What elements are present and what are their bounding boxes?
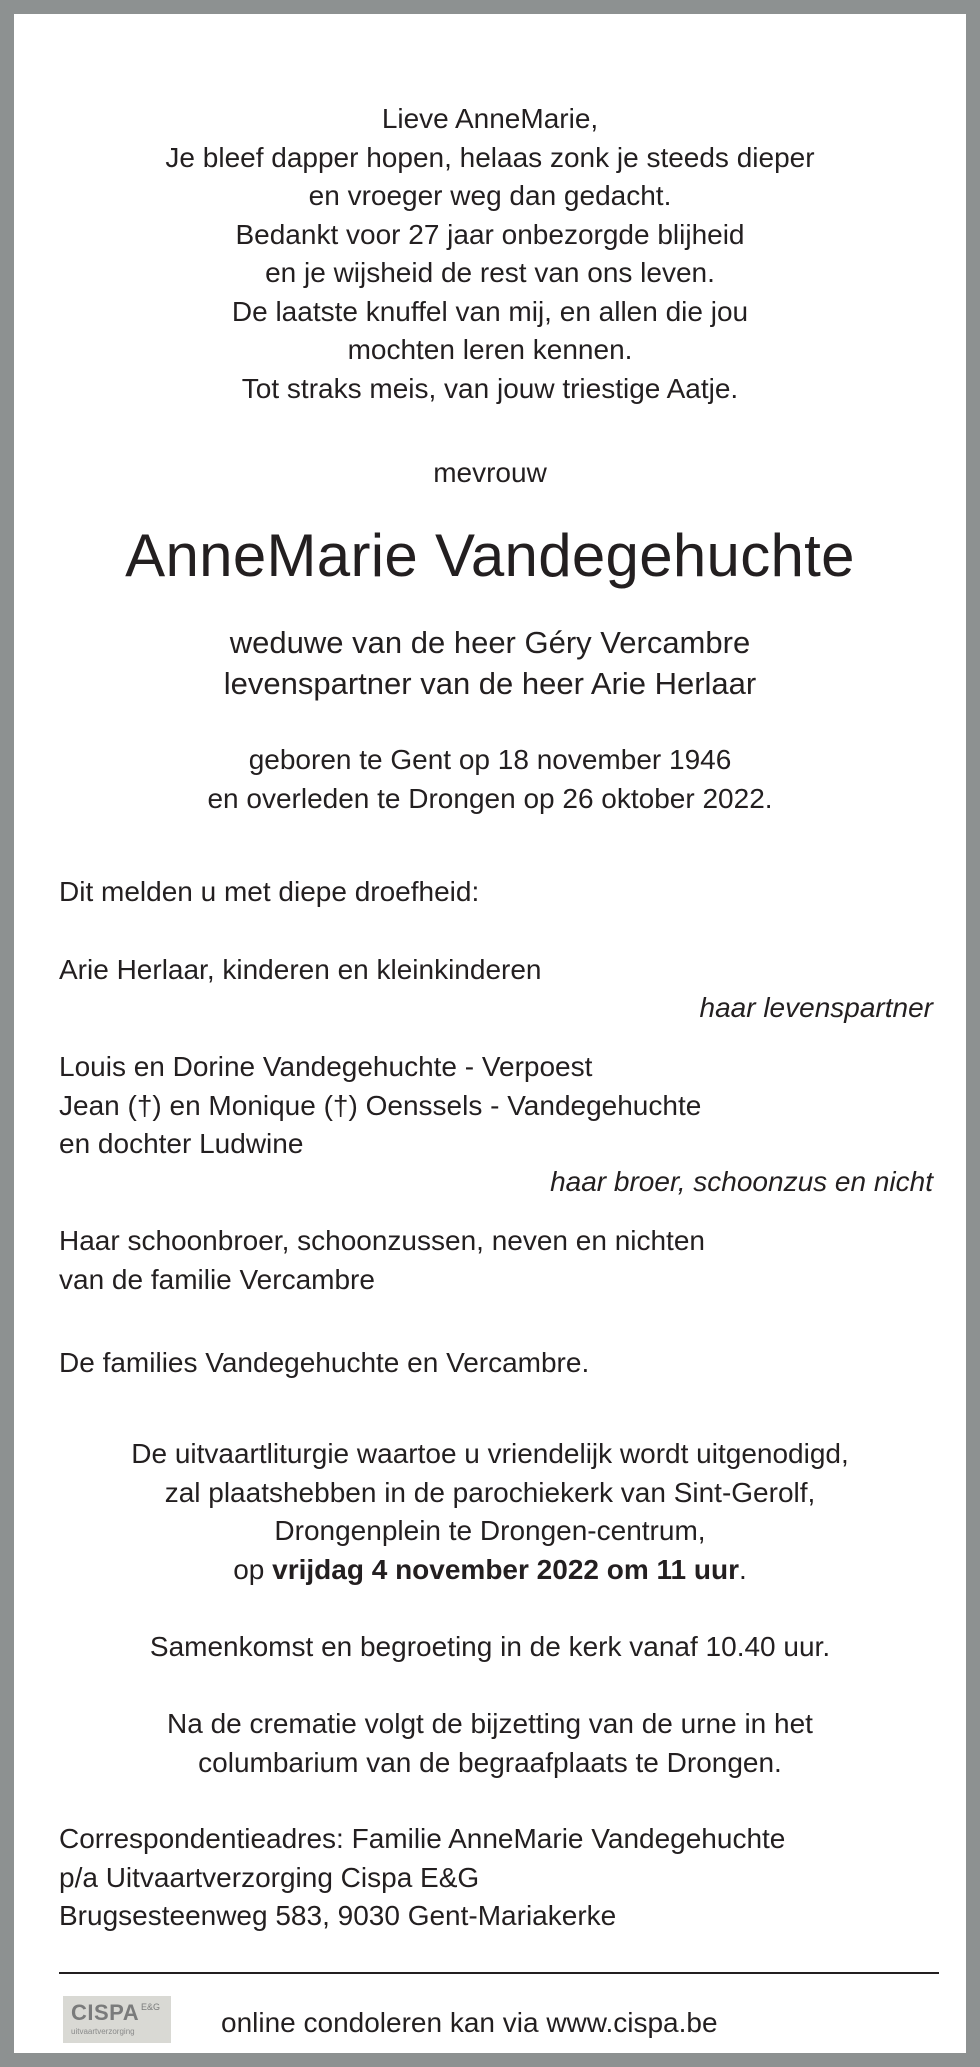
announcement-intro: Dit melden u met diepe droefheid: <box>59 876 480 907</box>
poem-line: Bedankt voor 27 jaar onbezorgde blijheid <box>235 218 745 250</box>
logo-subtitle: uitvaartverzorging <box>71 2027 135 2036</box>
obituary-card <box>14 14 966 2053</box>
poem-line: De laatste knuffel van mij, en allen die jou <box>231 295 749 327</box>
service-line: Drongenplein te Drongen-centrum, <box>274 1515 706 1546</box>
poem-line: en vroeger weg dan gedacht. <box>308 180 672 211</box>
mourner-line: Louis en Dorine Vandegehuchte - Verpoest <box>59 1051 593 1082</box>
poem-line: Tot straks meis, van jouw triestige Aatje. <box>241 372 739 404</box>
mourner-line: Haar schoonbroer, schoonzussen, neven en nichten <box>59 1225 705 1256</box>
cremation-info <box>14 1705 966 1782</box>
mourner-role: haar broer, schoonzus en nicht <box>550 1166 933 1197</box>
service-date: vrijdag 4 november 2022 om 11 uur <box>272 1553 740 1585</box>
address-line: Correspondentieadres: Familie AnneMarie Vandegehuchte <box>59 1823 786 1854</box>
poem <box>14 100 966 408</box>
divider <box>59 1972 939 1974</box>
mourner-line: Arie Herlaar, kinderen en kleinkinderen <box>59 954 542 985</box>
poem-line: Lieve AnneMarie, <box>381 103 599 134</box>
online-condolences-text: online condoleren kan via www.cispa.be <box>221 2007 718 2038</box>
cremation-line: columbarium van de begraafplaats te Drongen. <box>198 1746 782 1778</box>
birth-line: geboren te Gent op 18 november 1946 <box>248 744 732 775</box>
poem-line: en je wijsheid de rest van ons leven. <box>265 257 715 288</box>
address-line: p/a Uitvaartverzorging Cispa E&G <box>59 1861 480 1893</box>
mourner-line: en dochter Ludwine <box>59 1128 304 1159</box>
mourner-line: De families Vandegehuchte en Vercambre. <box>59 1347 590 1378</box>
service-line: De uitvaartliturgie waartoe u vriendelijk wordt uitgenodigd, <box>131 1438 849 1469</box>
mourner-line: Jean (†) en Monique (†) Oenssels - Vandegehuchte <box>59 1089 702 1121</box>
gathering-info: Samenkomst en begroeting in de kerk vanaf 10.40 uur. <box>149 1631 831 1662</box>
mourner-group-families <box>59 1344 939 1383</box>
relation-partner: levenspartner van de heer Arie Herlaar <box>223 666 757 701</box>
poem-line: mochten leren kennen. <box>347 334 633 365</box>
mourner-group-family <box>59 1048 939 1164</box>
cispa-logo <box>63 1996 171 2043</box>
relation-widow: weduwe van de heer Géry Vercambre <box>229 625 751 660</box>
logo-wordmark: CISPA <box>71 2000 140 2025</box>
mourner-group-partner <box>59 951 939 990</box>
correspondence-address <box>59 1820 939 1936</box>
cremation-line: Na de crematie volgt de bijzetting van de urne in het <box>167 1708 813 1739</box>
poem-line: Je bleef dapper hopen, helaas zonk je steeds dieper <box>165 141 815 173</box>
address-line: Brugsesteenweg 583, 9030 Gent-Mariakerke <box>59 1900 617 1931</box>
service-line: zal plaatshebben in de parochiekerk van Sint-Gerolf, <box>164 1476 816 1508</box>
death-line: en overleden te Drongen op 26 oktober 2022. <box>207 783 773 814</box>
honorific: mevrouw <box>433 457 547 488</box>
life-dates <box>14 740 966 818</box>
mourner-role: haar levenspartner <box>699 992 933 1023</box>
service-date-line <box>14 1551 966 1590</box>
logo-mark: E&G <box>141 2002 161 2012</box>
mourner-group-inlaws <box>59 1222 939 1299</box>
relations <box>14 622 966 704</box>
date-prefix: op <box>233 1553 273 1585</box>
date-suffix: . <box>739 1553 747 1585</box>
mourner-line: van de familie Vercambre <box>59 1263 375 1295</box>
deceased-name: AnneMarie Vandegehuchte <box>125 522 855 589</box>
funeral-details <box>14 1435 966 1589</box>
